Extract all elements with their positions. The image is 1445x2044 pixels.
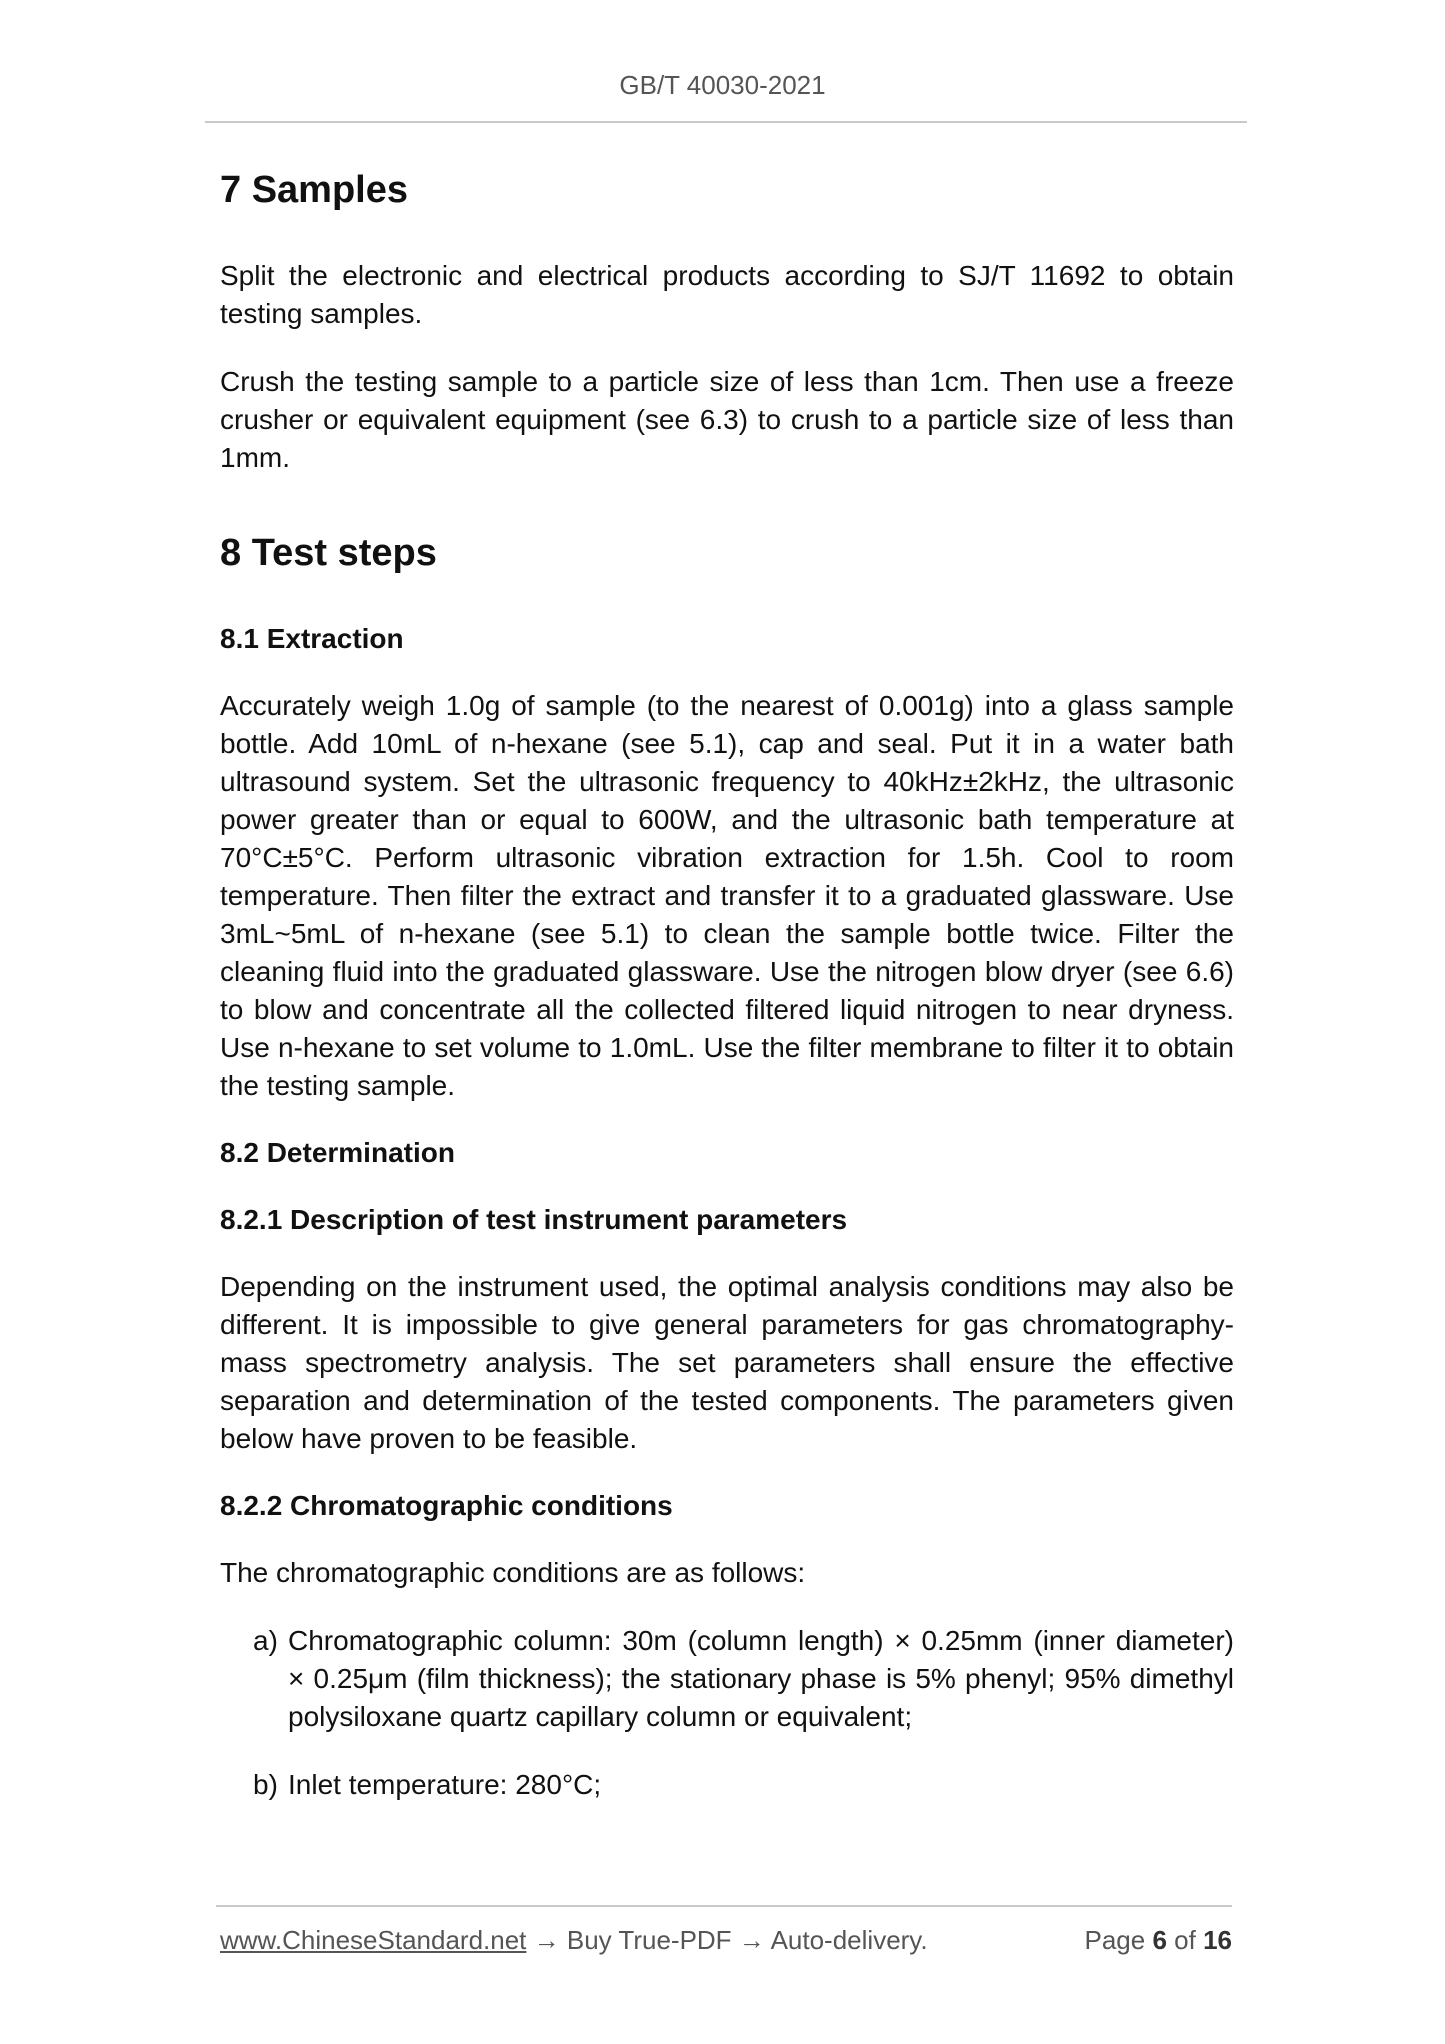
section-8-title: 8 Test steps — [220, 532, 437, 575]
page-content — [220, 160, 1234, 1834]
section-7-title: 7 Samples — [220, 169, 408, 211]
list-item-text: Inlet temperature: 280°C; — [288, 1769, 602, 1801]
list-item-marker: b) — [253, 1769, 278, 1801]
page-label: Page — [1084, 1925, 1146, 1955]
list-item — [253, 1622, 1234, 1736]
page-current: 6 — [1152, 1925, 1167, 1955]
section-8-1-paragraph: Accurately weigh 1.0g of sample (to the nearest of 0.001g) into a glass sample bottle. Add 10mL of n-hexane (see 5.1), cap and seal. Put it in a water bath ultrasound system. Set the ultrasonic frequency to 40kHz±2kHz, the ultrasonic power greater than or equal to 600W, and the ultrasonic bath temperature at 70°C±5°C. Perform ultrasonic vibration extraction for 1.5h. Cool to room temperature. Then filter the extract and transfer it to a graduated glassware. Use 3mL~5mL of n-hexane (see 5.1) to clean the sample bottle twice. Filter the cleaning fluid into the graduated glassware. Use the nitrogen blow dryer (see 6.6) to blow and concentrate all the collected filtered liquid nitrogen to near dryness. Use n-hexane to set volume to 1.0mL. Use the filter membrane to filter it to obtain the testing sample. — [220, 690, 1234, 1102]
page-total: 16 — [1203, 1925, 1232, 1955]
header-divider — [205, 121, 1247, 123]
chromatographic-conditions-list — [220, 1622, 1234, 1804]
section-8-2-2-title: 8.2.2 Chromatographic conditions — [220, 1489, 673, 1521]
section-7-paragraph-1: Split the electronic and electrical products according to SJ/T 11692 to obtain testing samples. — [220, 260, 1234, 330]
list-item — [253, 1766, 1234, 1804]
page-number — [1084, 1925, 1232, 1956]
list-item-text: Chromatographic column: 30m (column length) × 0.25mm (inner diameter) × 0.25μm (film thickness); the stationary phase is 5% phenyl; 95% dimethyl polysiloxane quartz capillary column or equivalent; — [288, 1625, 1234, 1733]
document-number-header: GB/T 40030-2021 — [619, 70, 826, 100]
section-8-2-title: 8.2 Determination — [220, 1137, 455, 1169]
footer-promo — [220, 1925, 928, 1956]
list-item-marker: a) — [253, 1625, 278, 1657]
section-7-paragraph-2: Crush the testing sample to a particle size of less than 1cm. Then use a freeze crusher or equivalent equipment (see 6.3) to crush to a particle size of less than 1mm. — [220, 366, 1234, 474]
website-link[interactable]: www.ChineseStandard.net — [220, 1925, 527, 1955]
footer-tagline: → Buy True-PDF → Auto-delivery. — [526, 1925, 928, 1955]
section-8-2-1-paragraph: Depending on the instrument used, the optimal analysis conditions may also be different. It is impossible to give general parameters for gas chromatography-mass spectrometry analysis. The set parameters shall ensure the effective separation and determination of the tested components. The parameters given below have proven to be feasible. — [220, 1270, 1234, 1454]
section-8-1-title: 8.1 Extraction — [220, 622, 404, 654]
section-8-2-2-intro: The chromatographic conditions are as follows: — [220, 1557, 806, 1589]
footer-divider — [216, 1905, 1232, 1907]
page-of-label: of — [1174, 1925, 1196, 1955]
section-8-2-1-title: 8.2.1 Description of test instrument parameters — [220, 1203, 848, 1235]
